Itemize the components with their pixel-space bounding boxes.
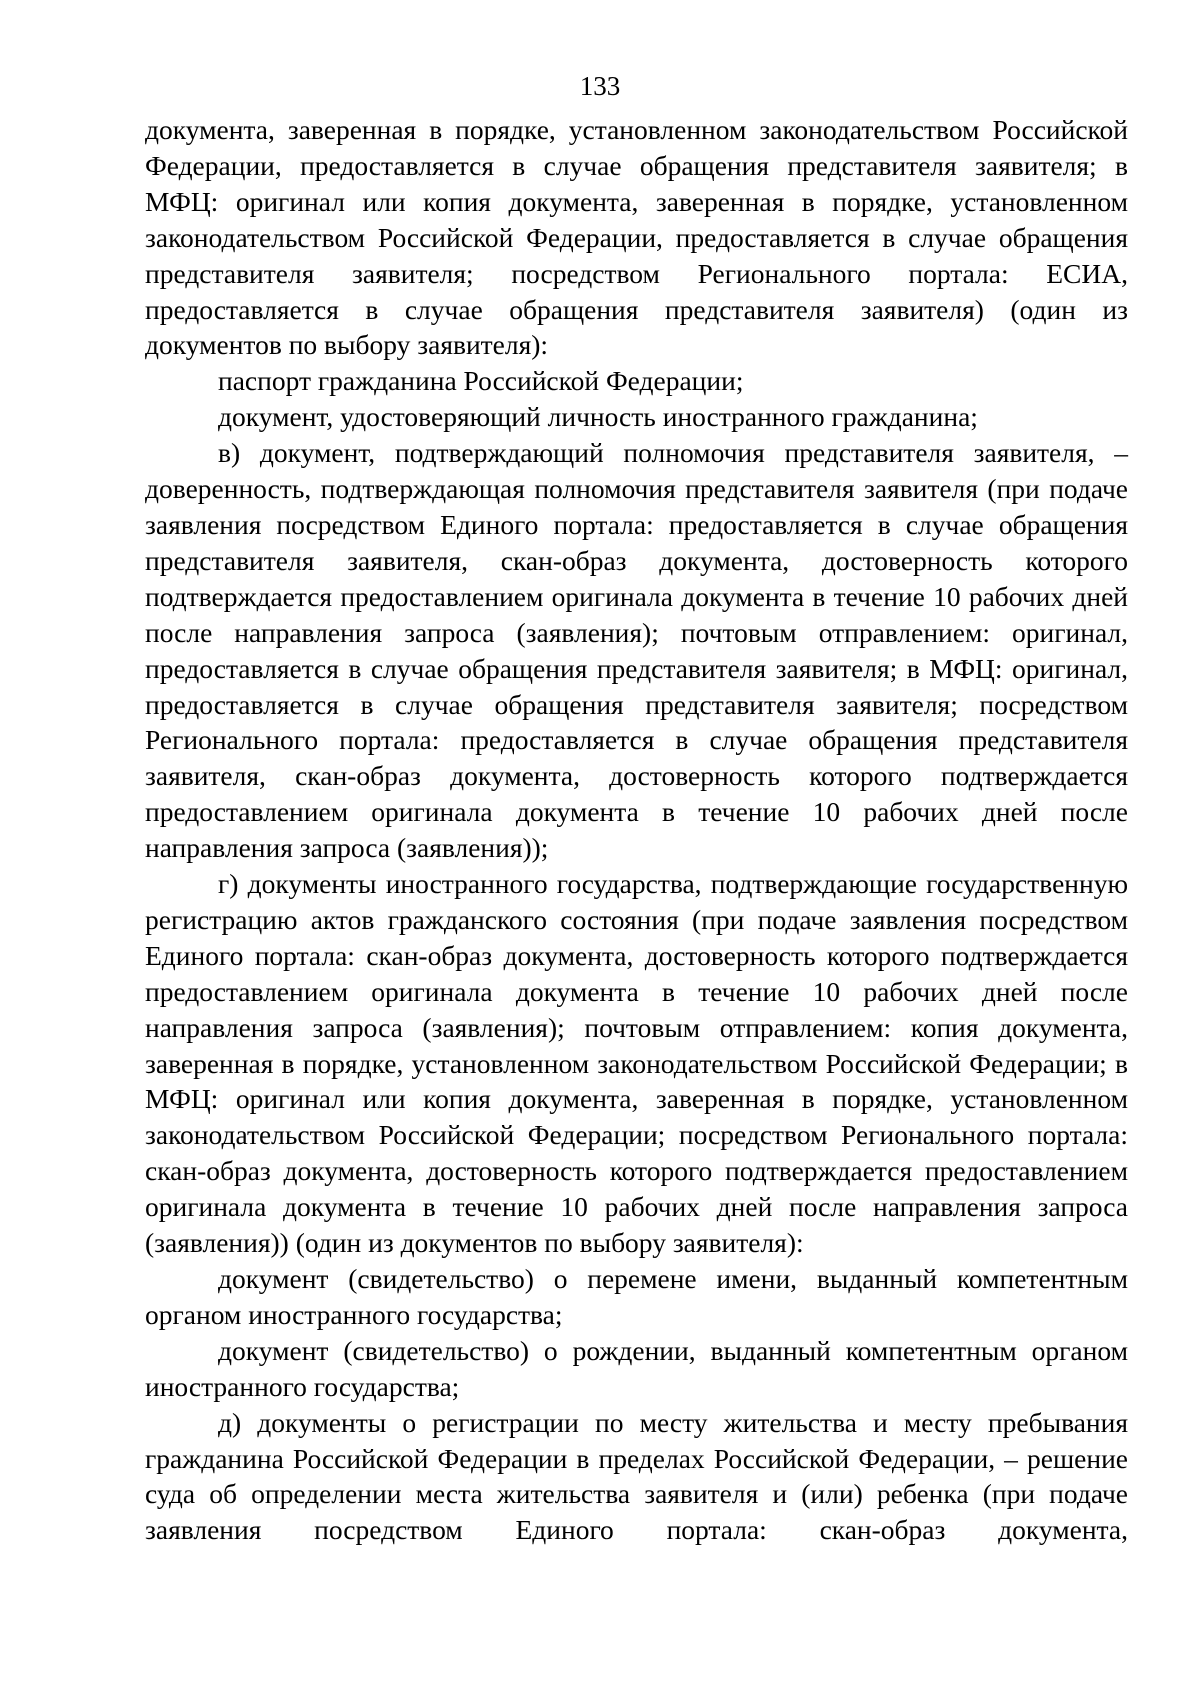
list-item-passport: паспорт гражданина Российской Федерации; [218,365,744,397]
paragraph-item-g: г) документы иностранного государства, подтверждающие государственную регистрацию актов гражданского состояния (при подаче заявления посредством Единого портала: скан-образ документа, достоверность которого подтверждается предоставлением оригинала документа в течение 10 рабочих дней после направления запроса (заявления); почтовым отправлением: копия документа, заверенная в порядке, установленном законодательством Российской Федерации; в МФЦ: оригинал или копия документа, заверенная в порядке, установленном законодательством Российской Федерации; посредством Регионального портала: скан-образ документа, достоверность которого подтверждается предоставлением оригинала документа в течение 10 рабочих дней после направления запроса (заявления)) (один из документов по выбору заявителя): [145,868,1128,1259]
paragraph-item-d: д) документы о регистрации по месту жительства и месту пребывания гражданина Российской Федерации в пределах Российской Федерации, – решение суда об определении места жительства заявителя и (или) ребенка (при подаче заявления посредством Единого портала: скан-образ документа, [145,1406,1128,1546]
list-item-foreign-id: документ, удостоверяющий личность иностранного гражданина; [218,401,978,433]
list-item-birth-certificate: документ (свидетельство) о рождении, выданный компетентным органом иностранного государства; [145,1334,1128,1402]
page-number: 133 [579,71,621,101]
paragraph-continuation: документа, заверенная в порядке, установленном законодательством Российской Федерации, предоставляется в случае обращения представителя заявителя; в МФЦ: оригинал или копия документа, заверенная в порядке, установленном законодательством Российской Федерации, предоставляется в случае обращения представителя заявителя; посредством Регионального портала: ЕСИА, предоставляется в случае обращения представителя заявителя) (один из документов по выбору заявителя): [145,114,1128,361]
list-item-name-change-certificate: документ (свидетельство) о перемене имени, выданный компетентным органом иностранного государства; [145,1263,1128,1330]
document-body [145,112,1128,1548]
paragraph-item-v: в) документ, подтверждающий полномочия представителя заявителя, – доверенность, подтверждающая полномочия представителя заявителя (при подаче заявления посредством Единого портала: предоставляется в случае обращения представителя заявителя, скан-образ документа, достоверность которого подтверждается предоставлением оригинала документа в течение 10 рабочих дней после направления запроса (заявления); почтовым отправлением: оригинал, предоставляется в случае обращения представителя заявителя; в МФЦ: оригинал, предоставляется в случае обращения представителя заявителя; посредством Регионального портала: предоставляется в случае обращения представителя заявителя, скан-образ документа, достоверность которого подтверждается предоставлением оригинала документа в течение 10 рабочих дней после направления запроса (заявления)); [145,437,1128,864]
